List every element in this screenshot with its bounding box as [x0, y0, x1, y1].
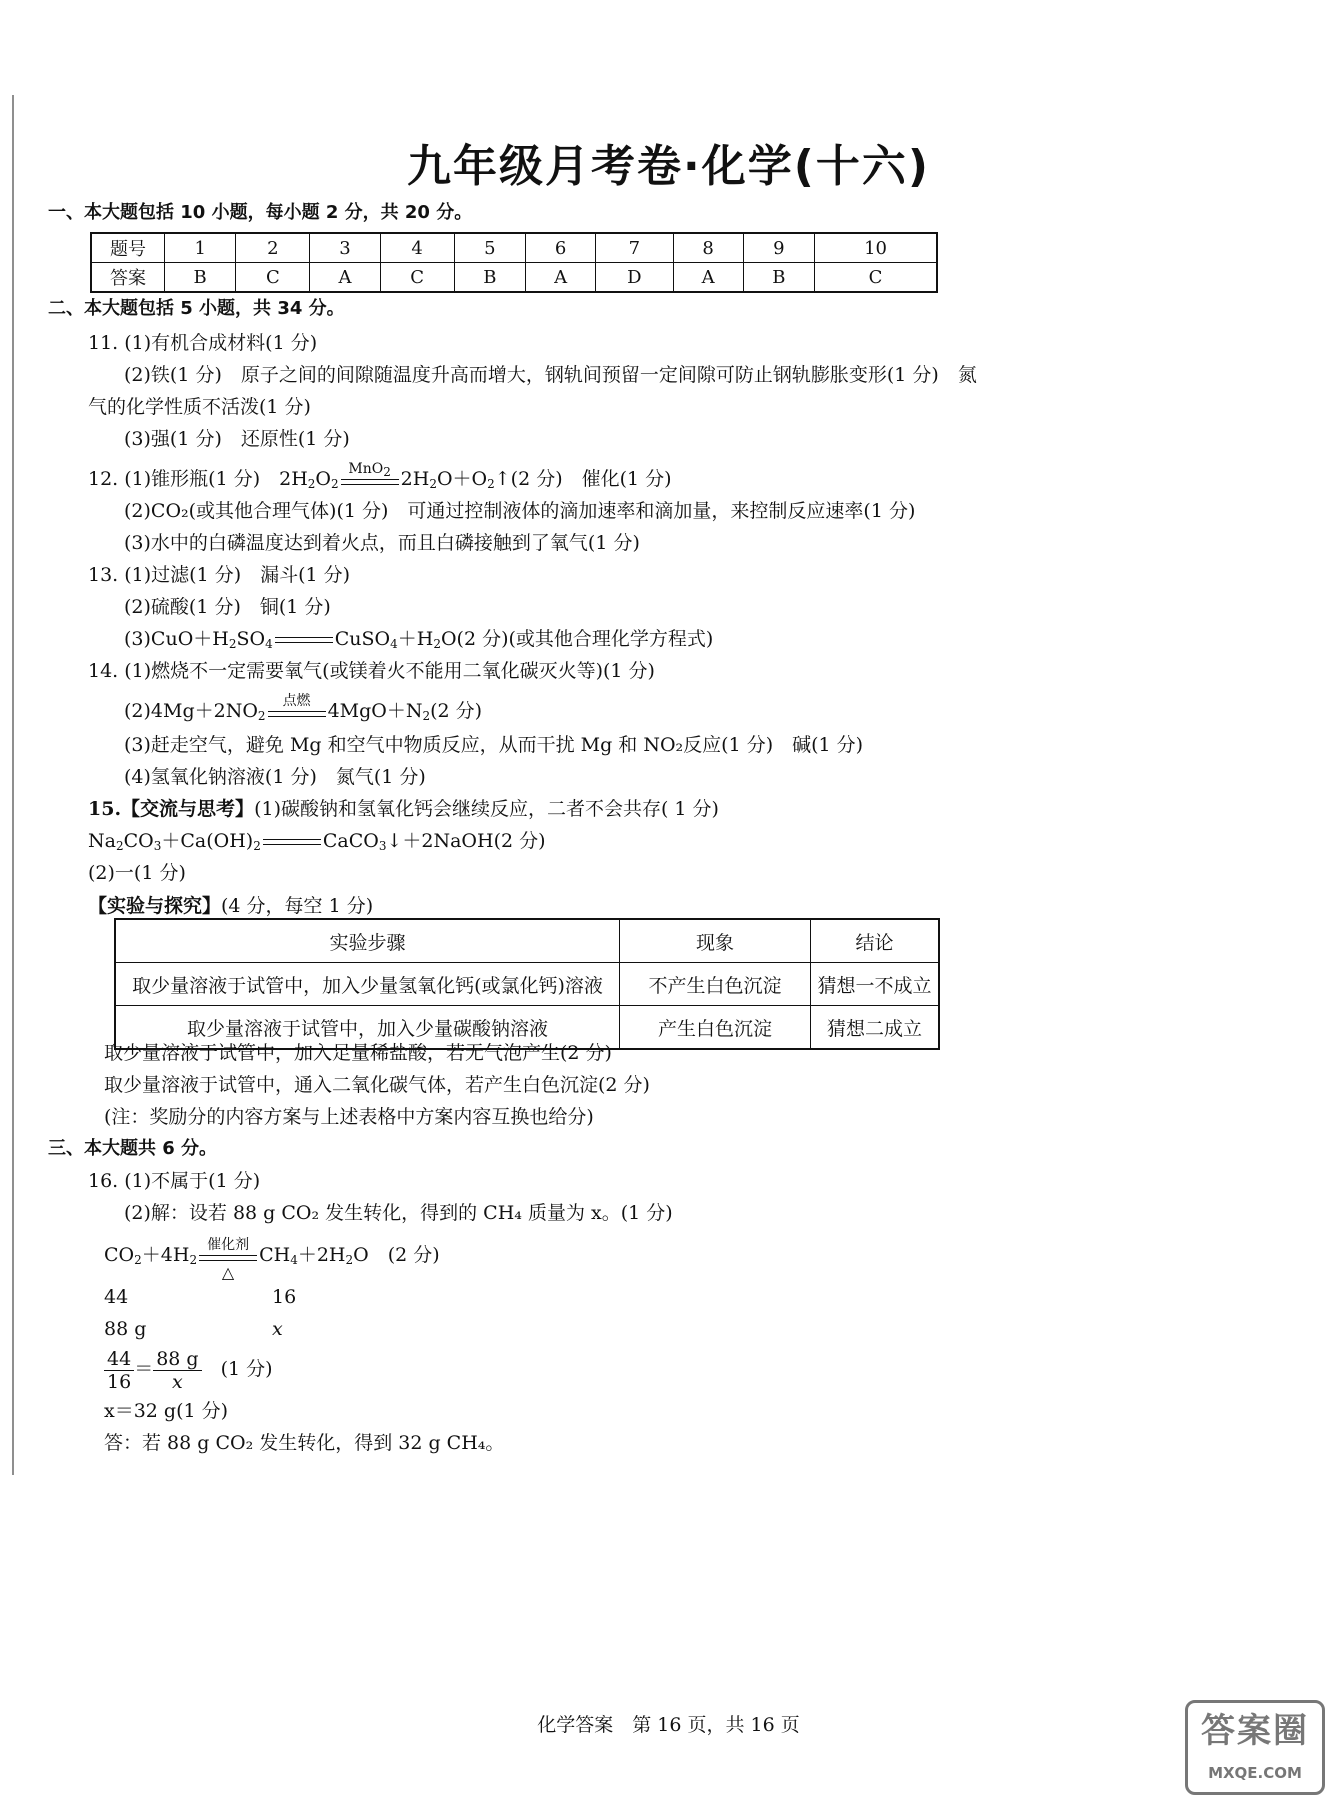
- q15-bracket-label-2: 【实验与探究】: [88, 895, 222, 917]
- number-cell: 10: [815, 233, 937, 263]
- table-cell: 产生白色沉淀: [620, 1006, 811, 1050]
- watermark-logo: [1185, 1700, 1325, 1795]
- q16-unknown: x: [272, 1318, 283, 1340]
- table-row: [115, 963, 939, 1006]
- q16-line2: (2)解：设若 88 g CO₂ 发生转化，得到的 CH₄ 质量为 x。(1 分): [124, 1202, 673, 1224]
- answer-table-number-row: [91, 233, 937, 263]
- q15-after1: 取少量溶液于试管中，加入足量稀盐酸，若无气泡产生(2 分): [104, 1042, 612, 1064]
- catalyst-label: MnO$_2$: [348, 461, 391, 479]
- q16-equation-tail: (2 分): [387, 1244, 440, 1266]
- q11-line3: 气的化学性质不活泼(1 分): [88, 396, 311, 418]
- answer-cell: A: [673, 263, 743, 293]
- equation-arrow: 催化剂 △: [197, 1246, 259, 1266]
- table-label-cell: 答案: [91, 263, 165, 293]
- section1-heading: 一、本大题包括 10 小题，每小题 2 分，共 20 分。: [48, 202, 473, 223]
- q11-line1: 11. (1)有机合成材料(1 分): [88, 332, 318, 354]
- answer-cell: C: [380, 263, 454, 293]
- q15-after2: 取少量溶液于试管中，通入二氧化碳气体，若产生白色沉淀(2 分): [104, 1074, 650, 1096]
- fraction: $\frac{88 g}{x}$: [153, 1348, 201, 1393]
- q15-equation-tail: (2 分): [493, 830, 546, 852]
- q14-line1: 14. (1)燃烧不一定需要氧气(或镁着火不能用二氧化碳灭火等)(1 分): [88, 660, 655, 682]
- answer-cell: A: [526, 263, 596, 293]
- answer-cell: B: [165, 263, 236, 293]
- table-label-cell: 题号: [91, 233, 165, 263]
- q12-line1-start: 12. (1)锥形瓶(1 分) 2H: [88, 468, 308, 490]
- answer-table-answer-row: [91, 263, 937, 293]
- table-cell: 取少量溶液于试管中，加入少量碳酸钠溶液: [115, 1006, 620, 1050]
- watermark-url: MXQE.COM: [1208, 1764, 1302, 1782]
- section3-heading: 三、本大题共 6 分。: [48, 1138, 218, 1159]
- q13-line1: 13. (1)过滤(1 分) 漏斗(1 分): [88, 564, 351, 586]
- q12-line3: (3)水中的白磷温度达到着火点，而且白磷接触到了氧气(1 分): [124, 532, 640, 554]
- q14-line3: (3)赶走空气，避免 Mg 和空气中物质反应，从而干扰 Mg 和 NO₂反应(1 分) 碱(1 分): [124, 734, 864, 756]
- header-cell: 现象: [620, 919, 811, 963]
- number-cell: 6: [526, 233, 596, 263]
- equation-arrow: [339, 461, 401, 490]
- number-cell: 9: [743, 233, 814, 263]
- page-footer: 化学答案 第 16 页，共 16 页: [537, 1714, 800, 1736]
- number-cell: 2: [236, 233, 310, 263]
- q15-line1: [88, 796, 719, 822]
- answer-cell: B: [743, 263, 814, 293]
- q13-line2: (2)硫酸(1 分) 铜(1 分): [124, 596, 331, 618]
- q11-line2: (2)铁(1 分) 原子之间的间隙随温度升高而增大，钢轨间预留一定间隙可防止钢轨膨胀变形(1 分) 氮: [124, 364, 977, 386]
- q16-equation: $CO_2+4H_2$ 催化剂 △ $CH_4+2H_2O$ (2 分): [104, 1237, 440, 1282]
- number-cell: 3: [310, 233, 380, 263]
- q14-line2-tail: (2 分): [430, 700, 483, 722]
- experiment-table-header: [115, 919, 939, 963]
- number-cell: 8: [673, 233, 743, 263]
- number-cell: 7: [596, 233, 673, 263]
- answer-table: [90, 232, 938, 293]
- binding-edge-line: [12, 95, 14, 1475]
- q12-line2: (2)CO₂(或其他合理气体)(1 分) 可通过控制液体的滴加速率和滴加量，来控制反应速率(1 分): [124, 500, 916, 522]
- q13-line3-tail: (2 分)(或其他合理化学方程式): [456, 628, 714, 650]
- q15-line3: (2)一(1 分): [88, 862, 186, 884]
- q11-line4: (3)强(1 分) 还原性(1 分): [124, 428, 350, 450]
- q16-molar-mass-ch4: 16: [272, 1286, 297, 1308]
- q13-line3: $(3)CuO+H_2SO_4$ $CuSO_4+H_2O(2$ 分)(或其他合理化学方程式): [124, 628, 714, 651]
- fraction: $\frac{44}{16}$: [104, 1348, 134, 1393]
- q16-result: x＝32 g(1 分): [104, 1400, 229, 1422]
- q14-line4: (4)氢氧化钠溶液(1 分) 氮气(1 分): [124, 766, 426, 788]
- q16-line1: 16. (1)不属于(1 分): [88, 1170, 261, 1192]
- answer-cell: B: [454, 263, 525, 293]
- answer-cell: C: [236, 263, 310, 293]
- watermark-text: 答案圈: [1201, 1711, 1309, 1751]
- q15-line1-tail: (1)碳酸钠和氢氧化钙会继续反应，二者不会共存( 1 分): [254, 798, 719, 820]
- table-cell: 猜想二成立: [811, 1006, 940, 1050]
- q16-proportion-score: (1 分): [220, 1358, 273, 1380]
- q12-line1: 12. (1)锥形瓶(1 分) $2H_2O_2$ MnO$_2$ $2H_2O+O_2↑(2$ 分) 催化(1 分): [88, 466, 672, 492]
- q16-proportion: $\frac{44}{16}$ ＝ $\frac{88 g}{x}$ (1 分): [104, 1346, 273, 1393]
- header-cell: 实验步骤: [115, 919, 620, 963]
- q15-bracket-label: 15.【交流与思考】: [88, 798, 255, 820]
- equation-arrow: 点燃: [266, 702, 328, 722]
- q15-note: (注：奖励分的内容方案与上述表格中方案内容互换也给分): [104, 1106, 594, 1128]
- q14-line2: $(2)4Mg+2NO_2$ 点燃 $4MgO+N_2(2$ 分): [124, 693, 483, 723]
- q16-molar-mass-co2: 44: [104, 1286, 129, 1308]
- number-cell: 5: [454, 233, 525, 263]
- experiment-table: [114, 918, 940, 1050]
- q16-answer: 答：若 88 g CO₂ 发生转化，得到 32 g CH₄。: [104, 1432, 505, 1454]
- number-cell: 1: [165, 233, 236, 263]
- answer-cell: C: [815, 263, 937, 293]
- answer-cell: A: [310, 263, 380, 293]
- page-title: 九年级月考卷·化学(十六): [407, 141, 930, 192]
- table-cell: 猜想一不成立: [811, 963, 940, 1006]
- answer-cell: D: [596, 263, 673, 293]
- header-cell: 结论: [811, 919, 940, 963]
- q15-line4: [88, 893, 373, 919]
- q15-line4-tail: (4 分，每空 1 分): [221, 895, 374, 917]
- q16-given-mass: 88 g: [104, 1318, 147, 1340]
- table-cell: 不产生白色沉淀: [620, 963, 811, 1006]
- number-cell: 4: [380, 233, 454, 263]
- table-cell: 取少量溶液于试管中，加入少量氢氧化钙(或氯化钙)溶液: [115, 963, 620, 1006]
- q15-equation: $Na_2CO_3+Ca(OH)_2$ CaCO$_3$↓＋2NaOH(2 分): [88, 830, 546, 853]
- q12-line1-tail: (2 分) 催化(1 分): [510, 468, 672, 490]
- section2-heading: 二、本大题包括 5 小题，共 34 分。: [48, 298, 345, 319]
